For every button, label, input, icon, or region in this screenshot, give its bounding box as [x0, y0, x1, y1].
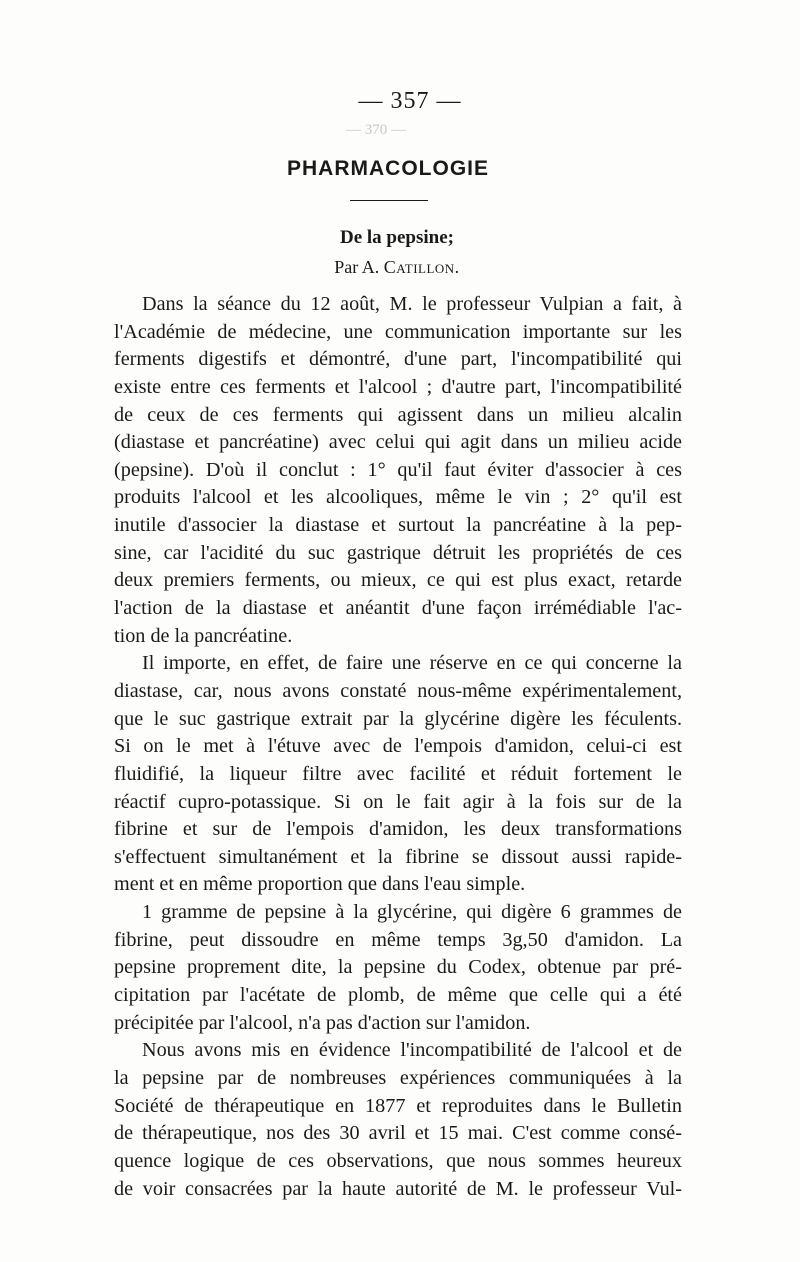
text-line: quence logique de ces observations, que nous sommes heureux	[114, 1149, 682, 1172]
text-line: s'effectuent simultanément et la fibrine se dissout aussi rapide-	[114, 845, 682, 868]
text-line: tion de la pancréatine.	[114, 624, 293, 647]
text-line: que le suc gastrique extrait par la glycérine digère les féculents.	[114, 707, 682, 730]
text-line: fluidifié, la liqueur filtre avec facilité et réduit fortement le	[114, 762, 682, 785]
text-line: deux premiers ferments, ou mieux, ce qui est plus exact, retarde	[114, 569, 682, 592]
text-line: la pepsine par de nombreuses expériences communiquées à la	[114, 1066, 682, 1089]
title-rule	[350, 200, 428, 201]
page-number: — 357 —	[358, 88, 462, 114]
text-line: Si on le met à l'étuve avec de l'empois d'amidon, celui-ci est	[114, 735, 682, 758]
text-line: cipitation par l'acétate de plomb, de même que celle qui a été	[114, 984, 682, 1007]
text-line: précipitée par l'alcool, n'a pas d'action sur l'amidon.	[114, 1011, 531, 1034]
author-prefix: Par A.	[334, 257, 380, 277]
text-line: 1 gramme de pepsine à la glycérine, qui digère 6 grammes de	[142, 901, 682, 924]
text-line: existe entre ces ferments et l'alcool ; d'autre part, l'incompatibilité	[114, 375, 682, 398]
text-line: l'Académie de médecine, une communication importante sur les	[114, 320, 682, 343]
text-line: l'action de la diastase et anéantit d'une façon irrémédiable l'ac-	[114, 597, 682, 620]
text-line: (diastase et pancréatine) avec celui qui agit dans un milieu acide	[114, 431, 682, 454]
text-line: fibrine et sur de l'empois d'amidon, les deux transformations	[114, 818, 682, 841]
text-line: Société de thérapeutique en 1877 et reproduites dans le Bulletin	[114, 1094, 682, 1117]
text-line: ment et en même proportion que dans l'eau simple.	[114, 873, 526, 896]
text-line: réactif cupro-potassique. Si on le fait agir à la fois sur de la	[114, 790, 682, 813]
text-line: sine, car l'acidité du suc gastrique détruit les propriétés de ces	[114, 541, 682, 564]
section-title: PHARMACOLOGIE	[287, 157, 489, 180]
text-line: Nous avons mis en évidence l'incompatibilité de l'alcool et de	[142, 1039, 682, 1062]
author-name: Catillon.	[383, 257, 460, 277]
text-line: pepsine proprement dite, la pepsine du Codex, obtenue par pré-	[114, 956, 682, 979]
text-line: Il importe, en effet, de faire une réserve en ce qui concerne la	[142, 652, 682, 675]
text-line: de ceux de ces ferments qui agissent dans un milieu alcalin	[114, 403, 682, 426]
text-line: inutile d'associer la diastase et surtout la pancréatine à la pep-	[114, 514, 682, 537]
text-line: de thérapeutique, nos des 30 avril et 15 mai. C'est comme consé-	[114, 1122, 682, 1145]
text-line: diastase, car, nous avons constaté nous-même expérimentalement,	[114, 679, 682, 702]
article-title: De la pepsine;	[340, 227, 454, 248]
bleed-through-page-number: — 370 —	[346, 122, 406, 138]
body-text	[114, 291, 682, 1203]
text-line: Dans la séance du 12 août, M. le professeur Vulpian a fait, à	[142, 293, 682, 315]
text-line: produits l'alcool et les alcooliques, même le vin ; 2° qu'il est	[114, 486, 682, 509]
text-line: fibrine, peut dissoudre en même temps 3g,50 d'amidon. La	[114, 928, 682, 951]
text-line: (pepsine). D'où il conclut : 1° qu'il faut éviter d'associer à ces	[114, 458, 682, 481]
text-line: ferments digestifs et démontré, d'une part, l'incompatibilité qui	[114, 348, 682, 371]
text-line: de voir consacrées par la haute autorité de M. le professeur Vul-	[114, 1177, 682, 1200]
author-line	[0, 257, 797, 278]
